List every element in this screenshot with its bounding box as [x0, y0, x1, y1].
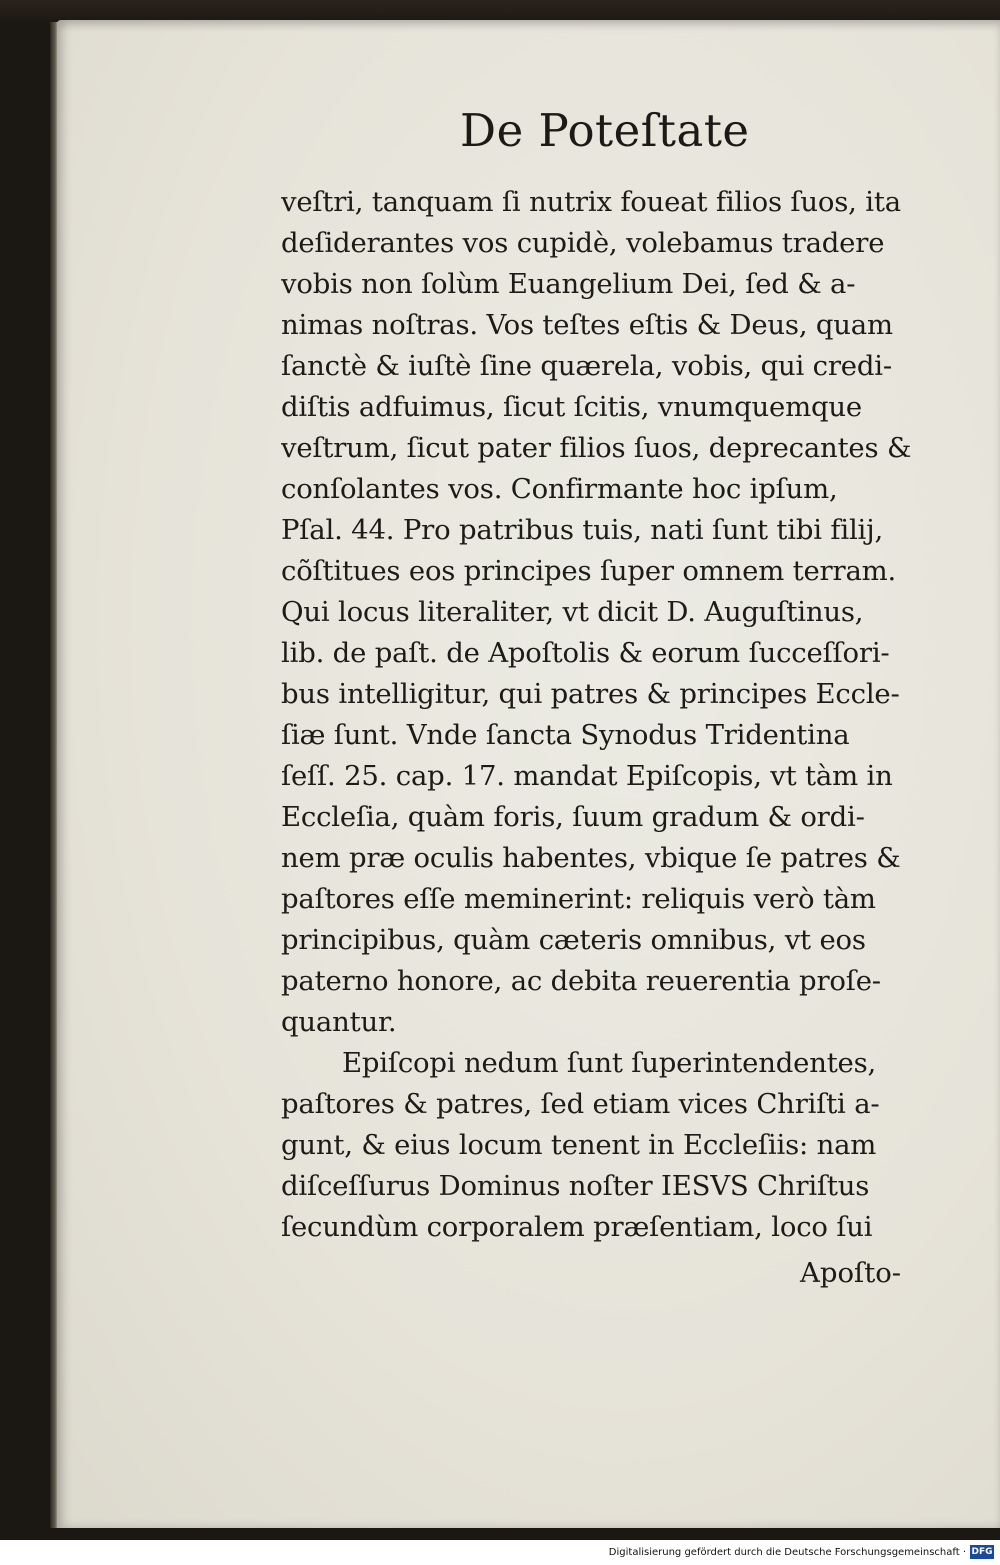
text-line: ſeſſ. 25. cap. 17. mandat Epiſcopis, vt tàm in — [281, 760, 893, 792]
paragraph-start-line: Epiſcopi nedum ſunt ſuperintendentes, — [342, 1047, 877, 1079]
text-line: quantur. — [281, 1006, 397, 1038]
text-line: bus intelligitur, qui patres & principes Eccle- — [281, 678, 900, 710]
text-line: diſtis adfuimus, ſicut ſcitis, vnumquemque — [281, 391, 862, 423]
dfg-logo: DFG — [971, 1547, 993, 1557]
text-line: ſanctè & iuſtè ſine quærela, vobis, qui credi- — [281, 350, 892, 382]
running-head: De Poteſtate — [460, 104, 750, 157]
text-line: deſiderantes vos cupidè, volebamus tradere — [281, 227, 885, 259]
text-line: paſtores eſſe meminerint: reliquis verò tàm — [281, 883, 876, 915]
text-line: ſecundùm corporalem præſentiam, loco ſui — [281, 1211, 873, 1243]
text-line: Qui locus literaliter, vt dicit D. Auguſtinus, — [281, 596, 864, 628]
text-line: veſtri, tanquam ſi nutrix foueat filios ſuos, ita — [281, 186, 901, 218]
body-text — [281, 182, 931, 1248]
text-line: veſtrum, ſicut pater filios ſuos, deprecantes & — [281, 432, 912, 464]
text-line: lib. de paſt. de Apoſtolis & eorum ſucceſſori- — [281, 637, 890, 669]
text-line: Eccleſia, quàm foris, ſuum gradum & ordi- — [281, 801, 865, 833]
text-line: cõſtitues eos principes ſuper omnem terram. — [281, 555, 897, 587]
text-line: conſolantes vos. Confirmante hoc ipſum, — [281, 473, 838, 505]
text-line: nem præ oculis habentes, vbique ſe patres & — [281, 842, 901, 874]
catchword: Apoſto- — [800, 1257, 902, 1289]
text-line: principibus, quàm cæteris omnibus, vt eos — [281, 924, 866, 956]
text-line: gunt, & eius locum tenent in Eccleſiis: nam — [281, 1129, 877, 1161]
text-line: diſceſſurus Dominus noſter IESVS Chriſtus — [281, 1170, 870, 1202]
text-line: nimas noſtras. Vos teſtes eſtis & Deus, quam — [281, 309, 893, 341]
text-line: Pſal. 44. Pro patribus tuis, nati ſunt tibi filij, — [281, 514, 883, 546]
text-line: paterno honore, ac debita reuerentia proſe- — [281, 965, 881, 997]
funding-credit: Digitalisierung gefördert durch die Deutsche Forschungsgemeinschaft · — [608, 1547, 966, 1558]
text-line: ſiæ ſunt. Vnde ſancta Synodus Tridentina — [281, 719, 850, 751]
text-line: paſtores & patres, ſed etiam vices Chriſti a- — [281, 1088, 880, 1120]
text-line: vobis non ſolùm Euangelium Dei, ſed & a- — [281, 268, 856, 300]
